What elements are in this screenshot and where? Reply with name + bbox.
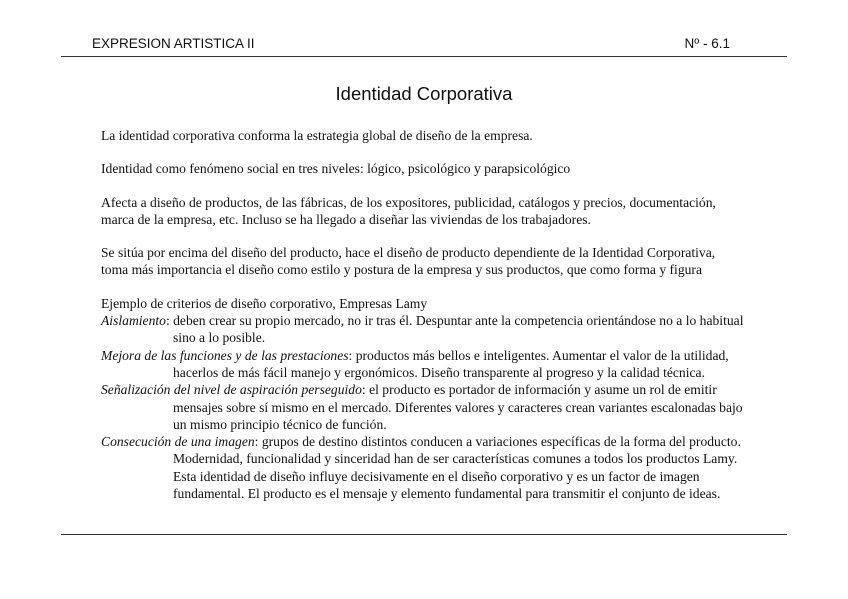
- criterion-continuation: hacerlos de más fácil manejo y ergonómicos. Diseño transparente al progreso y la calidad técnica.: [173, 364, 705, 380]
- paragraph-4-line-1: Se sitúa por encima del diseño del producto, hace el diseño de producto dependiente de la Identidad Corporativa,: [101, 245, 716, 261]
- criterion-text: : el producto es portador de información y asume un rol de emitir: [361, 382, 717, 398]
- document-body: [101, 127, 801, 502]
- page-title: Identidad Corporativa: [335, 83, 513, 104]
- course-title: EXPRESION ARTISTICA II: [92, 36, 255, 51]
- criterion-continuation: Esta identidad de diseño influye decisivamente en el diseño corporativo y es un factor de imagen: [173, 468, 700, 484]
- criterion-term: Mejora de las funciones y de las prestaciones: [101, 347, 349, 363]
- criterion-continuation: mensajes sobre sí mismo en el mercado. Diferentes valores y caracteres crean variantes escalonadas bajo: [173, 399, 743, 415]
- criterion-text: : productos más bellos e inteligentes. Aumentar el valor de la utilidad,: [348, 347, 729, 363]
- paragraph-3-line-1: Afecta a diseño de productos, de las fábricas, de los expositores, publicidad, catálogos y precios, documentación,: [101, 194, 716, 210]
- criterion-text: : grupos de destino distintos conducen a variaciones específicas de la forma del producto.: [254, 434, 741, 450]
- criterion-continuation: Modernidad, funcionalidad y sinceridad han de ser características comunes a todos los productos Lamy.: [173, 451, 738, 467]
- criterion-term: Aislamiento: [101, 313, 166, 329]
- paragraph-1: La identidad corporativa conforma la estrategia global de diseño de la empresa.: [101, 128, 533, 143]
- criterion-item: [101, 312, 801, 347]
- page-number: Nº - 6.1: [684, 36, 730, 51]
- paragraph-4-line-2: toma más importancia el diseño como estilo y postura de la empresa y sus productos, que como forma y figura: [101, 262, 702, 278]
- criterion-text: : deben crear su propio mercado, no ir tras él. Despuntar ante la competencia orientándose no a lo habitual: [165, 313, 744, 329]
- criterion-item: [101, 347, 801, 382]
- criterion-term: Señalización del nivel de aspiración perseguido: [101, 382, 362, 398]
- criterion-item: [101, 433, 801, 502]
- criterion-continuation: un mismo principio técnico de función.: [173, 416, 387, 432]
- page-header: [91, 36, 757, 54]
- header-rule: [61, 56, 787, 57]
- criterion-continuation: sino a lo posible.: [173, 330, 266, 346]
- criterion-continuation: fundamental. El producto es el mensaje y elemento fundamental para transmitir el conjunto de ideas.: [173, 486, 721, 502]
- criterion-item: [101, 381, 801, 433]
- paragraph-3-line-2: marca de la empresa, etc. Incluso se ha llegado a diseñar las viviendas de los trabajadores.: [101, 211, 591, 227]
- footer-rule: [61, 534, 787, 535]
- criteria-intro: Ejemplo de criterios de diseño corporativo, Empresas Lamy: [101, 295, 428, 311]
- paragraph-2: Identidad como fenómeno social en tres niveles: lógico, psicológico y parapsicológico: [101, 161, 571, 177]
- criterion-term: Consecución de una imagen: [101, 434, 255, 450]
